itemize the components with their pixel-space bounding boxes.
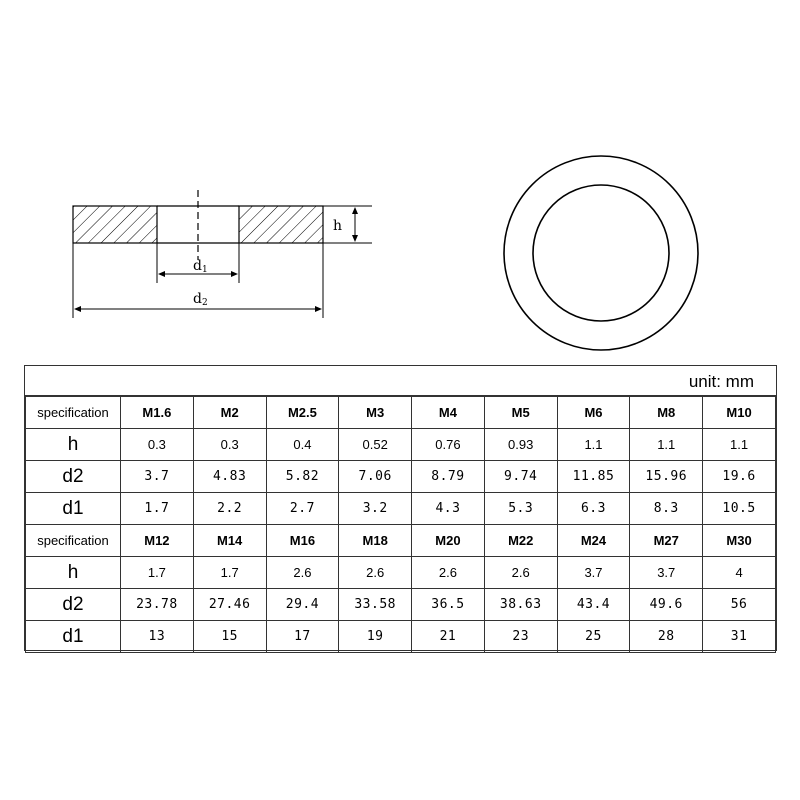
table-row (26, 589, 776, 621)
spec-cell: M3 (339, 397, 412, 429)
value-cell: 3.7 (557, 557, 630, 589)
table-row (26, 461, 776, 493)
table-row (26, 621, 776, 653)
value-cell: 1.1 (557, 429, 630, 461)
spec-table-frame (24, 365, 777, 651)
value-cell: 1.7 (121, 493, 194, 525)
value-cell: 29.4 (266, 589, 339, 621)
value-cell: 25 (557, 621, 630, 653)
spec-cell: M20 (412, 525, 485, 557)
spec-cell: M2.5 (266, 397, 339, 429)
value-cell: 3.7 (630, 557, 703, 589)
table-row (26, 557, 776, 589)
row-header: d1 (26, 621, 121, 653)
value-cell: 38.63 (484, 589, 557, 621)
outer-diameter-dimension (73, 243, 323, 318)
value-cell: 2.6 (266, 557, 339, 589)
spec-row (26, 525, 776, 557)
row-header: h (26, 429, 121, 461)
value-cell: 23.78 (121, 589, 194, 621)
value-cell: 8.79 (412, 461, 485, 493)
value-cell: 10.5 (703, 493, 776, 525)
row-header: d2 (26, 461, 121, 493)
value-cell: 1.7 (193, 557, 266, 589)
value-cell: 27.46 (193, 589, 266, 621)
spec-cell: M24 (557, 525, 630, 557)
value-cell: 56 (703, 589, 776, 621)
row-header: specification (26, 525, 121, 557)
unit-row (25, 366, 776, 396)
spec-cell: M2 (193, 397, 266, 429)
value-cell: 7.06 (339, 461, 412, 493)
value-cell: 4.83 (193, 461, 266, 493)
value-cell: 2.6 (484, 557, 557, 589)
section-right-hatch (239, 206, 323, 243)
value-cell: 2.6 (339, 557, 412, 589)
value-cell: 0.52 (339, 429, 412, 461)
spec-cell: M6 (557, 397, 630, 429)
spec-table (25, 396, 776, 653)
value-cell: 8.3 (630, 493, 703, 525)
value-cell: 31 (703, 621, 776, 653)
spec-row (26, 397, 776, 429)
value-cell: 15.96 (630, 461, 703, 493)
value-cell: 0.3 (121, 429, 194, 461)
table-row (26, 493, 776, 525)
value-cell: 0.3 (193, 429, 266, 461)
value-cell: 5.82 (266, 461, 339, 493)
height-dimension (323, 206, 372, 243)
value-cell: 2.2 (193, 493, 266, 525)
spec-cell: M4 (412, 397, 485, 429)
value-cell: 9.74 (484, 461, 557, 493)
value-cell: 2.6 (412, 557, 485, 589)
row-header: d1 (26, 493, 121, 525)
height-label: h (333, 218, 343, 234)
spec-cell: M22 (484, 525, 557, 557)
section-left-hatch (73, 206, 157, 243)
value-cell: 5.3 (484, 493, 557, 525)
value-cell: 43.4 (557, 589, 630, 621)
table-row (26, 429, 776, 461)
washer-cross-section (73, 190, 323, 260)
value-cell: 33.58 (339, 589, 412, 621)
value-cell: 23 (484, 621, 557, 653)
value-cell: 19 (339, 621, 412, 653)
outer-diameter-label: d2 (193, 291, 208, 308)
washer-top-view (504, 156, 698, 350)
value-cell: 36.5 (412, 589, 485, 621)
value-cell: 4 (703, 557, 776, 589)
spec-cell: M14 (193, 525, 266, 557)
row-header: h (26, 557, 121, 589)
value-cell: 3.7 (121, 461, 194, 493)
spec-cell: M8 (630, 397, 703, 429)
value-cell: 1.1 (703, 429, 776, 461)
inner-diameter-label: d1 (193, 258, 208, 275)
spec-cell: M12 (121, 525, 194, 557)
row-header: d2 (26, 589, 121, 621)
spec-cell: M10 (703, 397, 776, 429)
spec-cell: M27 (630, 525, 703, 557)
value-cell: 13 (121, 621, 194, 653)
spec-cell: M30 (703, 525, 776, 557)
value-cell: 1.7 (121, 557, 194, 589)
value-cell: 28 (630, 621, 703, 653)
value-cell: 21 (412, 621, 485, 653)
spec-cell: M5 (484, 397, 557, 429)
spec-cell: M1.6 (121, 397, 194, 429)
value-cell: 19.6 (703, 461, 776, 493)
row-header: specification (26, 397, 121, 429)
value-cell: 0.76 (412, 429, 485, 461)
spec-cell: M16 (266, 525, 339, 557)
value-cell: 49.6 (630, 589, 703, 621)
unit-label: unit: mm (688, 372, 754, 391)
value-cell: 0.4 (266, 429, 339, 461)
value-cell: 1.1 (630, 429, 703, 461)
value-cell: 11.85 (557, 461, 630, 493)
value-cell: 0.93 (484, 429, 557, 461)
value-cell: 6.3 (557, 493, 630, 525)
value-cell: 4.3 (412, 493, 485, 525)
inner-ring (533, 185, 669, 321)
value-cell: 2.7 (266, 493, 339, 525)
value-cell: 3.2 (339, 493, 412, 525)
value-cell: 15 (193, 621, 266, 653)
value-cell: 17 (266, 621, 339, 653)
spec-cell: M18 (339, 525, 412, 557)
